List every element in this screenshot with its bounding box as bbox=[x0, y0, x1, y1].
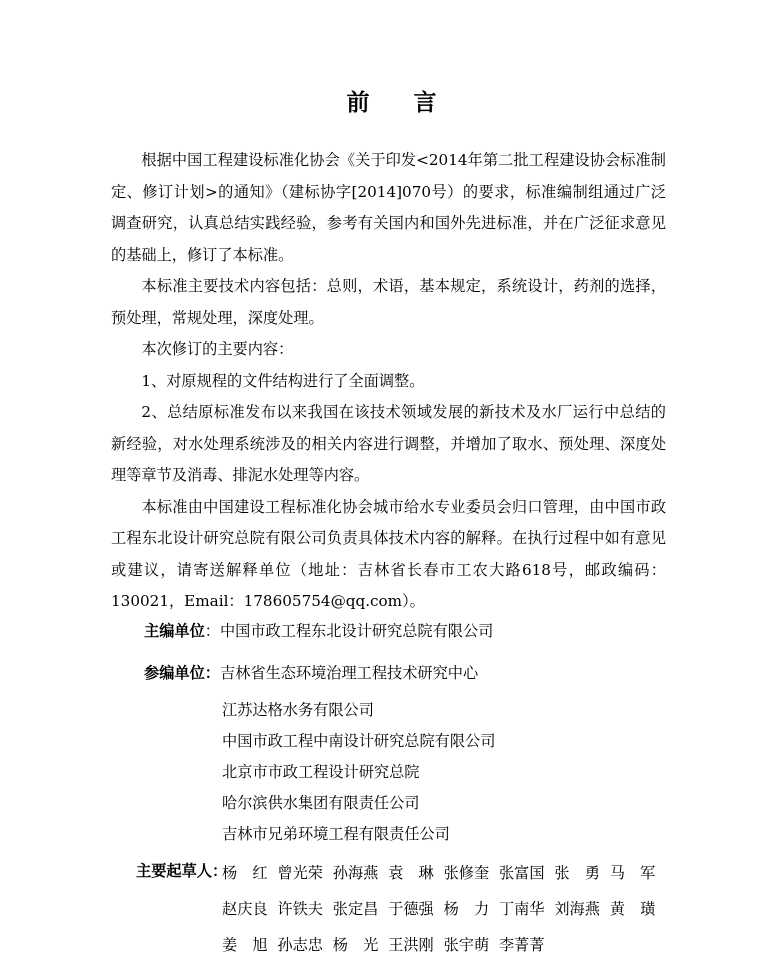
drafters-list bbox=[222, 855, 672, 963]
participating-unit-name: 江苏达格水务有限公司 bbox=[222, 701, 374, 719]
drafters-label-row bbox=[136, 860, 227, 881]
drafter-name: 丁南华 bbox=[498, 900, 545, 918]
participating-unit-name: 中国市政工程中南设计研究总院有限公司 bbox=[222, 732, 496, 750]
chief-unit-name: 中国市政工程东北设计研究总院有限公司 bbox=[219, 622, 494, 640]
drafter-name: 杨 光 bbox=[332, 936, 379, 954]
participating-unit-name: 哈尔滨供水集团有限责任公司 bbox=[222, 794, 420, 812]
paragraph-technical-contents: 本标准主要技术内容包括：总则，术语，基本规定，系统设计，药剂的选择，预处理，常规处理，深度处理。 bbox=[111, 277, 666, 327]
drafter-name: 孙志忠 bbox=[277, 936, 323, 954]
drafter-name: 袁 琳 bbox=[388, 864, 434, 882]
drafter-name: 张 勇 bbox=[554, 864, 600, 882]
drafter-name: 王洪刚 bbox=[388, 936, 434, 954]
paragraph-revision-item-1: 1、对原规程的文件结构进行了全面调整。 bbox=[141, 371, 425, 390]
drafters-label: 主要起草人 bbox=[136, 862, 212, 880]
drafter-name: 于德强 bbox=[388, 900, 434, 918]
drafter-name: 杨 红 bbox=[222, 864, 268, 882]
chief-unit-separator: ： bbox=[204, 622, 220, 640]
chief-unit-row bbox=[144, 620, 493, 641]
participating-unit-name: 吉林省生态环境治理工程技术研究中心 bbox=[219, 664, 479, 682]
drafter-name: 赵庆良 bbox=[222, 900, 268, 918]
participating-units-separator: ： bbox=[204, 664, 220, 682]
chief-unit-label: 主编单位 bbox=[144, 622, 205, 640]
paragraph-administration: 本标准由中国建设工程标准化协会城市给水专业委员会归口管理，由中国市政工程东北设计研究总院有限公司负责具体技术内容的解释。在执行过程中如有意见或建议，请寄送解释单位（地址：吉林省长春市工农大路618号，邮政编码：130021，Email：178605754@qq.com）。 bbox=[111, 497, 666, 610]
drafter-name: 许铁夫 bbox=[277, 900, 323, 918]
drafter-name: 张定昌 bbox=[332, 900, 379, 918]
page-title: 前 言 bbox=[346, 90, 455, 116]
participating-unit-name: 北京市市政工程设计研究总院 bbox=[222, 763, 420, 781]
drafter-name: 李菁菁 bbox=[498, 936, 545, 954]
paragraph-revision-item-2: 2、总结原标准发布以来我国在该技术领域发展的新技术及水厂运行中总结的新经验，对水处理系统涉及的相关内容进行调整，并增加了取水、预处理、深度处理等章节及消毒、排泥水处理等内容。 bbox=[111, 403, 666, 484]
paragraph-background: 根据中国工程建设标准化协会《关于印发<2014年第二批工程建设协会标准制定、修订计划>的通知》（建标协字[2014]070号）的要求，标准编制组通过广泛调查研究，认真总结实践经验，参考有关国内和国外先进标准，并在广泛征求意见的基础上，修订了本标准。 bbox=[111, 151, 666, 264]
drafter-name: 杨 力 bbox=[443, 900, 490, 918]
drafters-separator: ： bbox=[211, 862, 228, 880]
drafter-name: 曾光荣 bbox=[277, 864, 323, 882]
preface-body bbox=[111, 145, 666, 618]
paragraph-revision-intro: 本次修订的主要内容： bbox=[141, 340, 294, 358]
drafter-name: 马 军 bbox=[609, 864, 656, 882]
drafter-name: 张修奎 bbox=[443, 864, 490, 882]
drafter-name: 孙海燕 bbox=[332, 864, 379, 882]
participating-unit-name: 吉林市兄弟环境工程有限责任公司 bbox=[222, 825, 450, 843]
participating-units-row bbox=[144, 662, 478, 683]
drafter-name: 黄 璜 bbox=[609, 900, 656, 918]
participating-units-label: 参编单位 bbox=[144, 664, 205, 682]
drafter-name: 张宇萌 bbox=[443, 936, 490, 954]
drafter-name: 张富国 bbox=[498, 864, 545, 882]
drafter-name: 姜 旭 bbox=[222, 936, 268, 954]
drafter-name: 刘海燕 bbox=[554, 900, 600, 918]
